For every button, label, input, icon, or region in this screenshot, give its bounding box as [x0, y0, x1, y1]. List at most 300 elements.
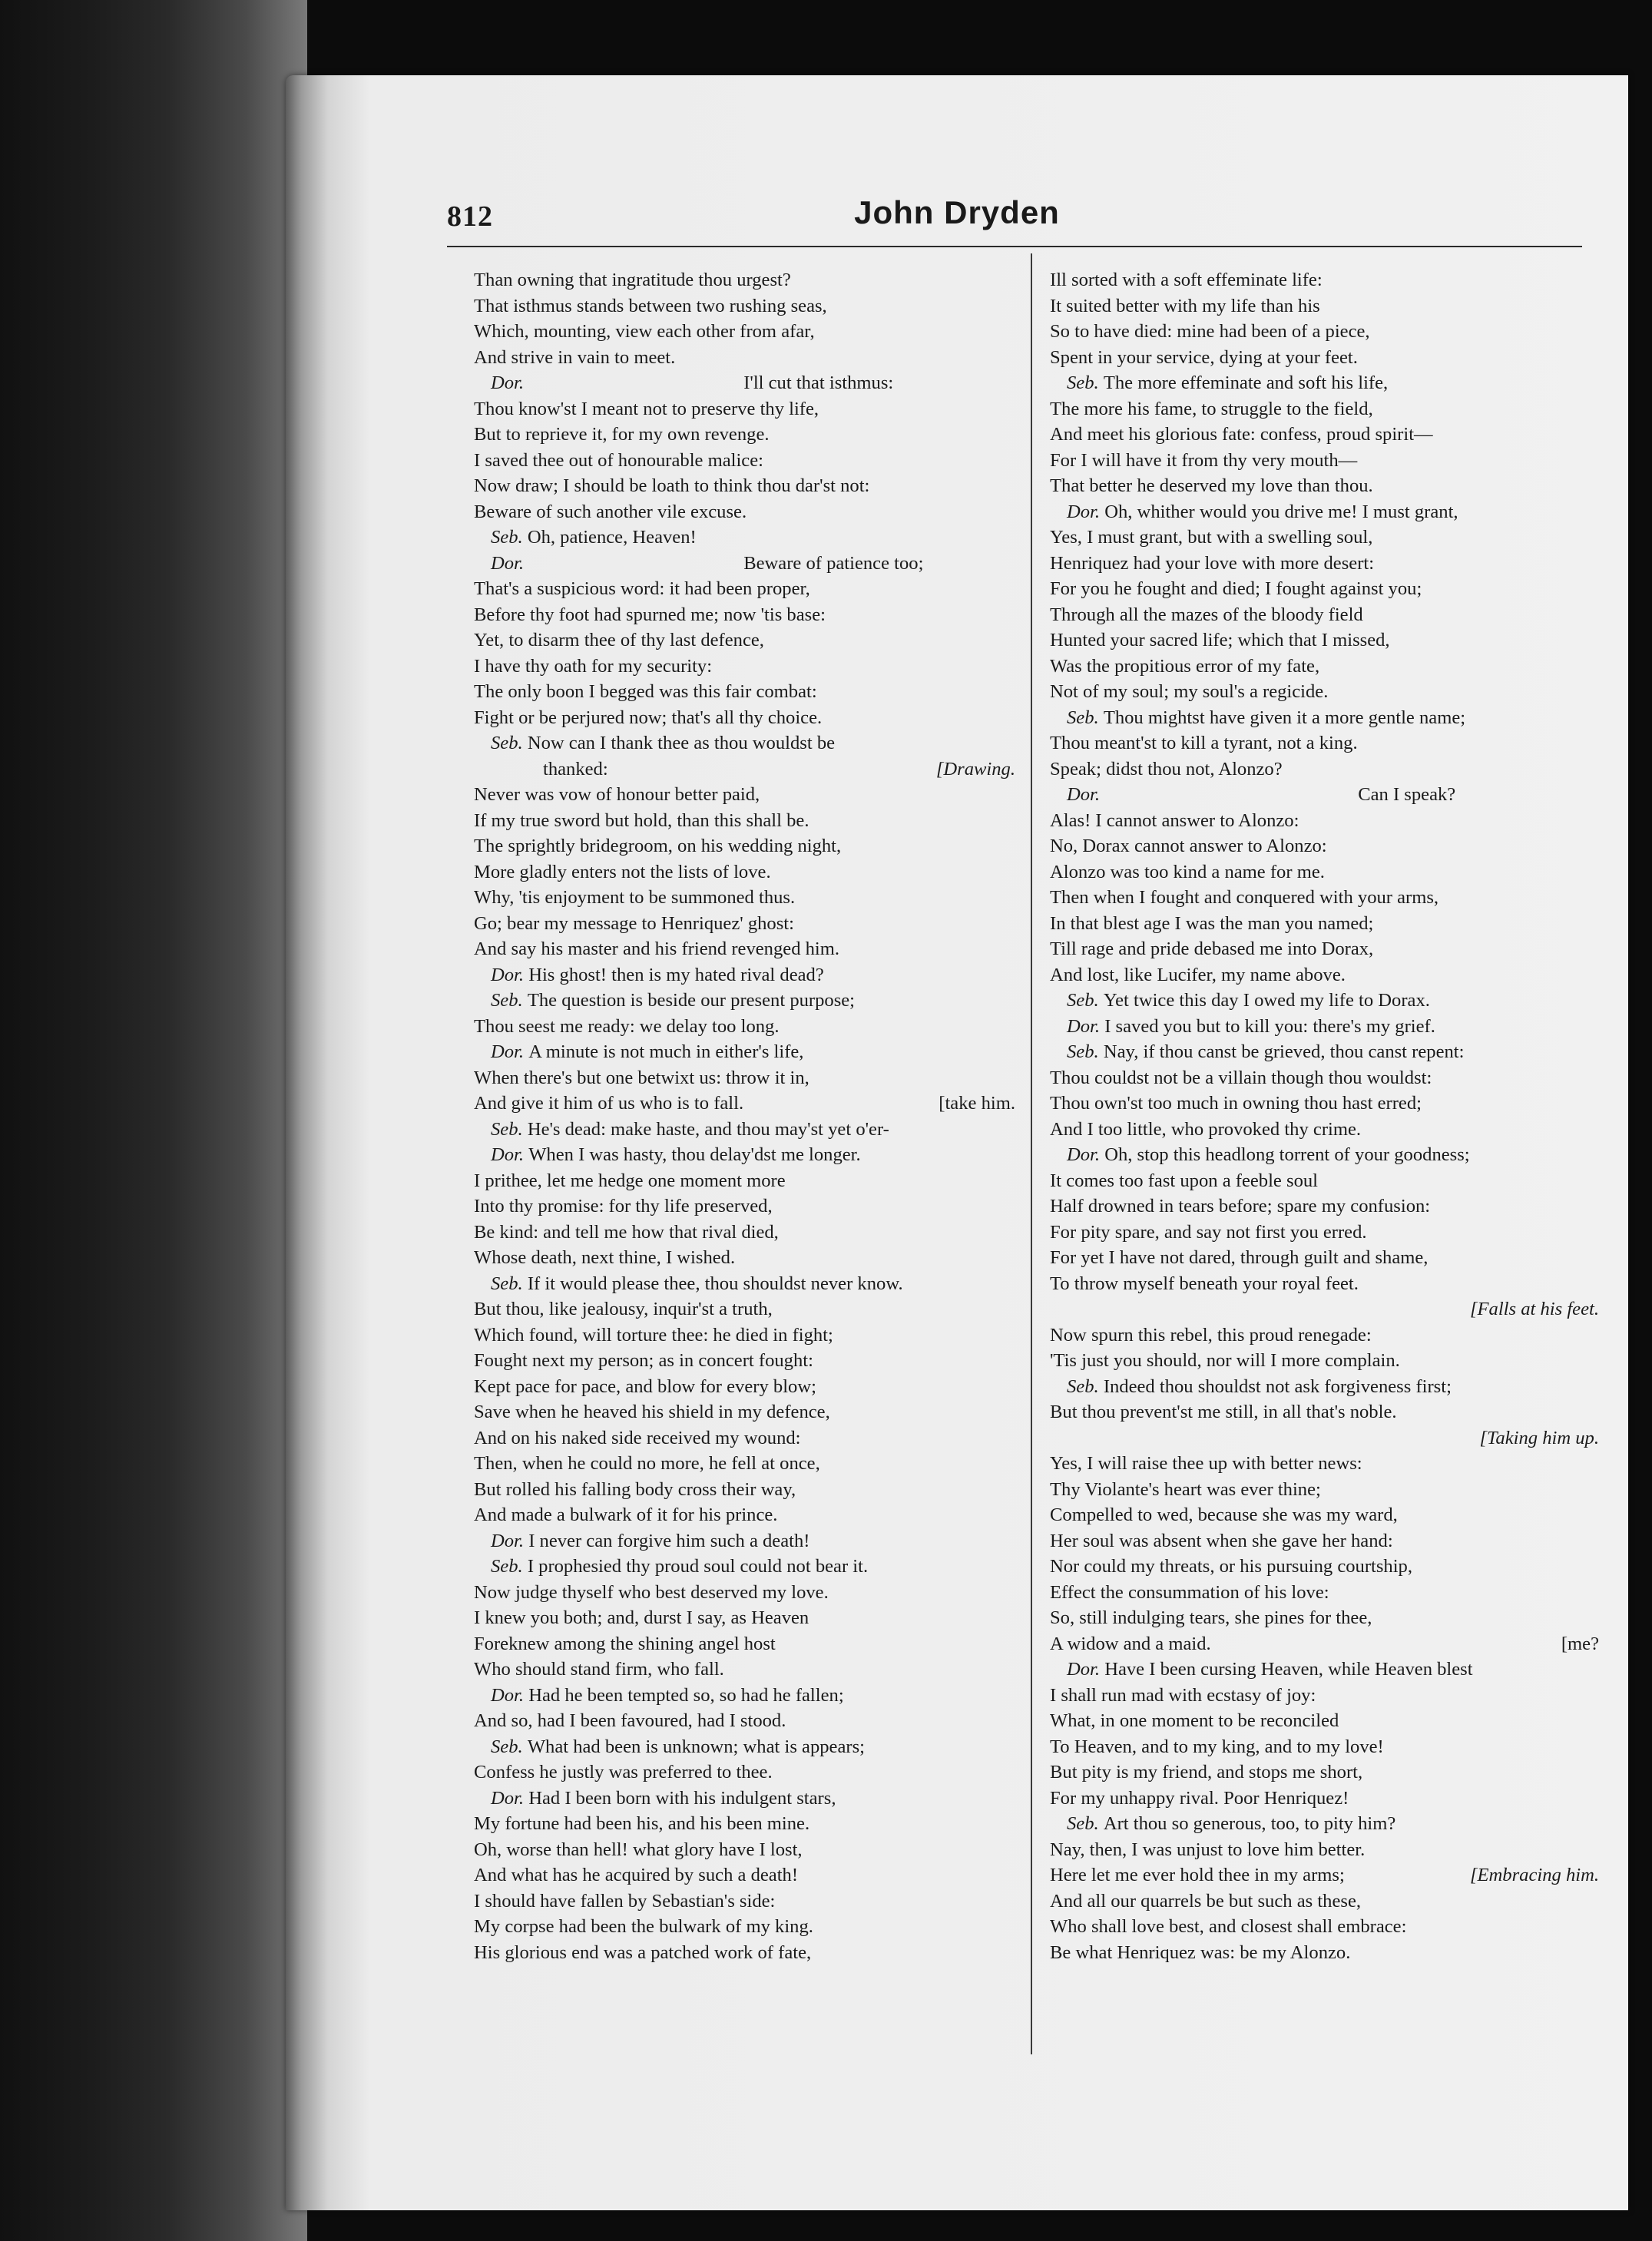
book-spine-shadow [0, 0, 307, 2241]
verse-line [1050, 396, 1599, 422]
verse-line [1050, 756, 1599, 783]
verse-line [1050, 1091, 1599, 1117]
verse-line [1050, 1528, 1599, 1554]
verse-line [474, 319, 1015, 345]
speaker-name: Seb. [491, 733, 528, 753]
verse-line [474, 1271, 1015, 1297]
speaker-name: Seb. [1067, 1041, 1104, 1062]
verse-text: And all our quarrels be but such as these, [1050, 1890, 1362, 1912]
verse-line [1050, 1271, 1599, 1297]
verse-line [474, 1759, 1015, 1786]
verse-text: Till rage and pride debased me into Dorax, [1050, 938, 1374, 959]
verse-text: What, in one moment to be reconciled [1050, 1710, 1339, 1731]
verse-text: I never can forgive him such a death! [528, 1530, 810, 1551]
verse-line [1050, 448, 1599, 474]
verse-text: But thou, like jealousy, inquir'st a truth, [474, 1299, 773, 1319]
verse-text: Thou mightst have given it a more gentle name; [1103, 707, 1466, 728]
stage-direction: [Embracing him. [1469, 1865, 1599, 1885]
verse-line [1050, 473, 1599, 499]
verse-text: Then, when he could no more, he fell at once, [474, 1453, 820, 1474]
verse-line [474, 679, 1015, 705]
stage-direction: [Taking him up. [1479, 1427, 1599, 1448]
verse-line [474, 1296, 1015, 1322]
verse-text: thanked: [543, 758, 608, 780]
verse-text: Than owning that ingratitude thou urgest? [474, 270, 791, 290]
verse-line [474, 525, 1015, 551]
verse-text: And lost, like Lucifer, my name above. [1050, 964, 1346, 985]
verse-line [1050, 1502, 1599, 1528]
verse-line [1050, 1142, 1599, 1168]
verse-text: But to reprieve it, for my own revenge. [474, 424, 770, 445]
verse-line [1050, 705, 1599, 731]
verse-text: Indeed thou shouldst not ask forgiveness first; [1103, 1375, 1452, 1397]
verse-text: Thy Violante's heart was ever thine; [1050, 1478, 1321, 1500]
verse-text: Have I been cursing Heaven, while Heaven blest [1104, 1659, 1473, 1680]
verse-line [474, 602, 1015, 628]
verse-text: Into thy promise: for thy life preserved, [474, 1196, 773, 1216]
speaker-name: Dor. [491, 964, 529, 985]
running-title: John Dryden [854, 194, 1060, 230]
verse-text: But thou prevent'st me still, in all that's noble. [1050, 1402, 1397, 1422]
verse-text: If it would please thee, thou shouldst never know. [527, 1273, 903, 1294]
book-page [286, 75, 1628, 2210]
verse-text: When there's but one betwixt us: throw it in, [474, 1067, 809, 1088]
verse-line [474, 1322, 1015, 1349]
verse-text: Nay, if thou canst be grieved, thou canst repent: [1103, 1041, 1465, 1062]
verse-line [1050, 319, 1599, 345]
verse-line [1050, 1554, 1599, 1580]
verse-text: The more his fame, to struggle to the field, [1050, 398, 1373, 419]
verse-line [474, 1580, 1015, 1606]
verse-line [474, 345, 1015, 371]
verse-line [1050, 1786, 1599, 1812]
verse-text: Whose death, next thine, I wished. [474, 1247, 736, 1268]
verse-line [474, 1091, 1015, 1117]
verse-line [474, 1683, 1015, 1709]
verse-text: Fight or be perjured now; that's all thy choice. [474, 707, 823, 728]
speaker-name: Seb. [1067, 1375, 1104, 1397]
verse-text: I prithee, let me hedge one moment more [474, 1170, 786, 1191]
verse-text: My fortune had been his, and his been mine. [474, 1813, 810, 1834]
speaker-name: Dor. [1067, 1144, 1105, 1165]
verse-line [474, 730, 1015, 756]
speaker-name: Dor. [491, 372, 529, 393]
verse-text: Henriquez had your love with more desert: [1050, 552, 1375, 574]
verse-line [1050, 1014, 1599, 1040]
left-column [474, 267, 1015, 1965]
verse-line [474, 1734, 1015, 1760]
verse-line [474, 1657, 1015, 1683]
column-divider [1031, 253, 1032, 2054]
verse-text: Not of my soul; my soul's a regicide. [1050, 681, 1329, 702]
verse-line [474, 705, 1015, 731]
stage-direction: [me? [1561, 1633, 1599, 1654]
verse-text: Compelled to wed, because she was my ward, [1050, 1504, 1398, 1525]
verse-text: It suited better with my life than his [1050, 295, 1320, 316]
stage-direction: [take him. [939, 1093, 1015, 1114]
verse-line [1050, 1657, 1599, 1683]
verse-text: So, still indulging tears, she pines for thee, [1050, 1607, 1372, 1628]
verse-line [1050, 345, 1599, 371]
verse-line [1050, 1811, 1599, 1837]
verse-line [1050, 1837, 1599, 1863]
verse-text: To Heaven, and to my king, and to my love! [1050, 1736, 1384, 1757]
verse-text: A minute is not much in either's life, [528, 1041, 804, 1062]
verse-text: I'll cut that isthmus: [743, 372, 894, 393]
verse-line [474, 756, 1015, 783]
verse-text: I should have fallen by Sebastian's side: [474, 1890, 776, 1912]
verse-text: So to have died: mine had been of a piece, [1050, 321, 1370, 342]
verse-text: Now draw; I should be loath to think thou dar'st not: [474, 475, 870, 496]
verse-line [474, 1888, 1015, 1915]
verse-text: Yes, I will raise thee up with better news: [1050, 1453, 1362, 1474]
verse-text: Never was vow of honour better paid, [474, 784, 760, 805]
speaker-name: Dor. [1067, 1015, 1105, 1037]
verse-text: And on his naked side received my wound: [474, 1427, 801, 1448]
verse-text: Be what Henriquez was: be my Alonzo. [1050, 1941, 1351, 1963]
verse-text: Yes, I must grant, but with a swelling soul, [1050, 527, 1373, 548]
verse-text: Before thy foot had spurned me; now 'tis base: [474, 604, 826, 625]
verse-line [1050, 576, 1599, 602]
verse-line [1050, 525, 1599, 551]
verse-text: And what has he acquired by such a death! [474, 1865, 799, 1885]
verse-text: Nay, then, I was unjust to love him better. [1050, 1839, 1366, 1860]
verse-line [474, 1220, 1015, 1246]
verse-text: Oh, stop this headlong torrent of your goodness; [1104, 1144, 1470, 1165]
verse-line [474, 885, 1015, 911]
verse-text: I shall run mad with ecstasy of joy: [1050, 1684, 1316, 1706]
speaker-name: Dor. [491, 1684, 529, 1706]
verse-text: Which, mounting, view each other from afar, [474, 321, 815, 342]
verse-line [474, 1528, 1015, 1554]
verse-line [474, 422, 1015, 448]
verse-line [474, 448, 1015, 474]
verse-line [1050, 1168, 1599, 1194]
verse-line [1050, 1477, 1599, 1503]
verse-text: A widow and a maid. [1050, 1633, 1211, 1654]
verse-text: No, Dorax cannot answer to Alonzo: [1050, 836, 1327, 856]
verse-line [474, 551, 1015, 577]
verse-text: Why, 'tis enjoyment to be summoned thus. [474, 887, 796, 908]
verse-line [474, 654, 1015, 680]
verse-line [474, 1065, 1015, 1091]
verse-line [1050, 1399, 1599, 1425]
verse-text: Speak; didst thou not, Alonzo? [1050, 758, 1283, 780]
verse-text: I saved thee out of honourable malice: [474, 449, 763, 471]
verse-text: The sprightly bridegroom, on his wedding night, [474, 836, 842, 856]
verse-text: For yet I have not dared, through guilt and shame, [1050, 1247, 1429, 1268]
verse-text: Then when I fought and conquered with your arms, [1050, 887, 1439, 908]
verse-text: Kept pace for pace, and blow for every blow; [474, 1375, 816, 1397]
verse-line [474, 1425, 1015, 1452]
verse-line [1050, 1065, 1599, 1091]
verse-line [474, 473, 1015, 499]
verse-text: Which found, will torture thee: he died in fight; [474, 1324, 833, 1346]
verse-line [474, 267, 1015, 293]
verse-line [474, 1862, 1015, 1888]
speaker-name: Seb. [1067, 1813, 1104, 1834]
verse-text: But pity is my friend, and stops me short, [1050, 1762, 1363, 1783]
verse-text: And so, had I been favoured, had I stood. [474, 1710, 786, 1731]
verse-text: And made a bulwark of it for his prince. [474, 1504, 778, 1525]
verse-line [1050, 602, 1599, 628]
verse-text: I saved you but to kill you: there's my grief. [1104, 1015, 1435, 1037]
verse-line [1050, 1888, 1599, 1915]
verse-line [1050, 499, 1599, 525]
speaker-name: Seb. [491, 1118, 528, 1140]
verse-line [1050, 370, 1599, 396]
verse-line [1050, 808, 1599, 834]
verse-line [474, 1142, 1015, 1168]
verse-text: Oh, whither would you drive me! I must grant, [1104, 501, 1458, 522]
verse-text: And strive in vain to meet. [474, 346, 676, 368]
verse-text: Her soul was absent when she gave her hand: [1050, 1530, 1393, 1551]
verse-line [1050, 679, 1599, 705]
verse-line [1050, 730, 1599, 756]
verse-text: Save when he heaved his shield in my defence, [474, 1402, 830, 1422]
verse-line [474, 1605, 1015, 1631]
speaker-name: Seb. [1067, 707, 1104, 728]
verse-text: Beware of patience too; [743, 552, 924, 574]
verse-text: If my true sword but hold, than this shall be. [474, 809, 809, 831]
verse-line [474, 1193, 1015, 1220]
verse-text: His glorious end was a patched work of fate, [474, 1941, 812, 1963]
verse-line [1050, 1708, 1599, 1734]
verse-line [1050, 911, 1599, 937]
verse-text: Now can I thank thee as thou wouldst be [527, 733, 836, 753]
verse-text: Thou know'st I meant not to preserve thy life, [474, 398, 819, 419]
speaker-name: Dor. [491, 552, 529, 574]
verse-text: He's dead: make haste, and thou may'st yet o'er- [527, 1118, 889, 1140]
verse-text: Nor could my threats, or his pursuing courtship, [1050, 1556, 1413, 1577]
verse-line [474, 1374, 1015, 1400]
verse-text: I knew you both; and, durst I say, as Heaven [474, 1607, 809, 1628]
verse-text: That's a suspicious word: it had been proper, [474, 578, 810, 599]
verse-line [1050, 1374, 1599, 1400]
verse-line [474, 1914, 1015, 1940]
verse-text: More gladly enters not the lists of love. [474, 861, 771, 882]
verse-text: Alonzo was too kind a name for me. [1050, 861, 1325, 882]
verse-line [474, 1039, 1015, 1065]
verse-line [474, 1786, 1015, 1812]
verse-text: Yet twice this day I owed my life to Dorax. [1103, 990, 1430, 1011]
verse-line [474, 859, 1015, 885]
verse-line [474, 833, 1015, 859]
verse-text: What had been is unknown; what is appears; [527, 1736, 865, 1757]
verse-line [1050, 1117, 1599, 1143]
verse-line [1050, 1605, 1599, 1631]
verse-line [1050, 885, 1599, 911]
verse-line [474, 1477, 1015, 1503]
verse-line [1050, 1348, 1599, 1374]
verse-line [474, 499, 1015, 525]
verse-line [1050, 551, 1599, 577]
verse-text: That isthmus stands between two rushing seas, [474, 295, 827, 316]
verse-line [1050, 1220, 1599, 1246]
verse-line [1050, 782, 1599, 808]
verse-text: My corpse had been the bulwark of my king. [474, 1916, 813, 1937]
verse-line [474, 1502, 1015, 1528]
verse-line [1050, 859, 1599, 885]
verse-line [1050, 936, 1599, 962]
speaker-name: Seb. [491, 1556, 528, 1577]
verse-line [1050, 833, 1599, 859]
verse-text: And say his master and his friend revenged him. [474, 938, 840, 959]
verse-line [1050, 1734, 1599, 1760]
verse-text: Here let me ever hold thee in my arms; [1050, 1865, 1345, 1885]
verse-text: Oh, patience, Heaven! [527, 527, 697, 548]
verse-line [474, 1117, 1015, 1143]
verse-line [474, 293, 1015, 319]
verse-line [1050, 1940, 1599, 1966]
verse-line [1050, 1451, 1599, 1477]
verse-text: Beware of such another vile excuse. [474, 501, 747, 522]
verse-text: Alas! I cannot answer to Alonzo: [1050, 809, 1299, 831]
verse-text: His ghost! then is my hated rival dead? [528, 964, 824, 985]
verse-line [1050, 1245, 1599, 1271]
verse-line [474, 962, 1015, 988]
verse-line [1050, 1914, 1599, 1940]
verse-text: Thou own'st too much in owning thou hast erred; [1050, 1093, 1422, 1114]
verse-text: To throw myself beneath your royal feet. [1050, 1273, 1359, 1294]
verse-text: Oh, worse than hell! what glory have I lost, [474, 1839, 803, 1860]
verse-text: Yet, to disarm thee of thy last defence, [474, 630, 764, 650]
verse-text: I prophesied thy proud soul could not bear it. [527, 1556, 869, 1577]
verse-text: Go; bear my message to Henriquez' ghost: [474, 912, 794, 934]
verse-line [474, 370, 1015, 396]
verse-line [474, 1348, 1015, 1374]
verse-line [474, 911, 1015, 937]
verse-line [1050, 1425, 1599, 1452]
verse-line [474, 1014, 1015, 1040]
verse-line [474, 1399, 1015, 1425]
verse-text: Who shall love best, and closest shall embrace: [1050, 1916, 1407, 1937]
verse-line [474, 936, 1015, 962]
verse-text: Now spurn this rebel, this proud renegade: [1050, 1324, 1372, 1346]
verse-text: When I was hasty, thou delay'dst me longer. [528, 1144, 861, 1165]
verse-text: Art thou so generous, too, to pity him? [1103, 1813, 1396, 1834]
verse-text: The more effeminate and soft his life, [1103, 372, 1389, 393]
verse-line [474, 1940, 1015, 1966]
verse-line [474, 627, 1015, 654]
speaker-name: Seb. [1067, 990, 1104, 1011]
verse-line [1050, 988, 1599, 1014]
verse-line [474, 1168, 1015, 1194]
page-number: 812 [447, 200, 493, 233]
verse-text: Was the propitious error of my fate, [1050, 655, 1320, 677]
stage-direction: [Drawing. [935, 758, 1015, 780]
verse-text: It comes too fast upon a feeble soul [1050, 1170, 1318, 1191]
verse-text: For pity spare, and say not first you erred. [1050, 1221, 1367, 1243]
verse-text: Thou meant'st to kill a tyrant, not a king. [1050, 733, 1358, 753]
verse-line [474, 808, 1015, 834]
speaker-name: Seb. [491, 1273, 528, 1294]
verse-text: Had I been born with his indulgent stars, [528, 1787, 836, 1809]
speaker-name: Seb. [491, 527, 528, 548]
speaker-name: Seb. [491, 1736, 528, 1757]
verse-text: 'Tis just you should, nor will I more complain. [1050, 1350, 1400, 1371]
verse-text: That better he deserved my love than thou. [1050, 475, 1373, 496]
verse-text: Spent in your service, dying at your feet. [1050, 346, 1358, 368]
verse-text: But rolled his falling body cross their way, [474, 1478, 796, 1500]
speaker-name: Dor. [1067, 1659, 1105, 1680]
verse-line [1050, 422, 1599, 448]
verse-line [474, 1837, 1015, 1863]
speaker-name: Dor. [491, 1041, 529, 1062]
verse-text: Thou seest me ready: we delay too long. [474, 1015, 780, 1037]
verse-line [1050, 1322, 1599, 1349]
verse-text: Half drowned in tears before; spare my confusion: [1050, 1196, 1431, 1216]
stage-direction: [Falls at his feet. [1469, 1299, 1599, 1319]
verse-line [1050, 1193, 1599, 1220]
verse-line [474, 782, 1015, 808]
verse-line [474, 576, 1015, 602]
speaker-name: Dor. [491, 1787, 529, 1809]
verse-text: And meet his glorious fate: confess, proud spirit— [1050, 424, 1433, 445]
verse-line [1050, 1862, 1599, 1888]
verse-line [474, 1451, 1015, 1477]
verse-line [474, 1811, 1015, 1837]
verse-text: Foreknew among the shining angel host [474, 1633, 776, 1654]
verse-text: The question is beside our present purpose; [527, 990, 856, 1011]
verse-text: Hunted your sacred life; which that I missed, [1050, 630, 1390, 650]
verse-text: Be kind: and tell me how that rival died, [474, 1221, 779, 1243]
verse-line [1050, 1039, 1599, 1065]
verse-text: And give it him of us who is to fall. [474, 1093, 744, 1114]
verse-line [474, 1554, 1015, 1580]
verse-line [474, 1708, 1015, 1734]
verse-line [1050, 962, 1599, 988]
header-rule [447, 246, 1582, 247]
verse-line [1050, 627, 1599, 654]
verse-line [1050, 654, 1599, 680]
verse-text: And I too little, who provoked thy crime. [1050, 1118, 1362, 1140]
speaker-name: Seb. [1067, 372, 1104, 393]
verse-line [474, 1245, 1015, 1271]
verse-text: For my unhappy rival. Poor Henriquez! [1050, 1787, 1349, 1809]
verse-text: Who should stand firm, who fall. [474, 1659, 724, 1680]
verse-text: In that blest age I was the man you named; [1050, 912, 1374, 934]
verse-text: Confess he justly was preferred to thee. [474, 1762, 773, 1783]
verse-line [474, 988, 1015, 1014]
speaker-name: Seb. [491, 990, 528, 1011]
speaker-name: Dor. [1067, 784, 1105, 805]
verse-text: Had he been tempted so, so had he fallen; [528, 1684, 844, 1706]
verse-line [1050, 1580, 1599, 1606]
speaker-name: Dor. [491, 1144, 529, 1165]
verse-line [474, 396, 1015, 422]
verse-text: Thou couldst not be a villain though thou wouldst: [1050, 1067, 1432, 1088]
verse-line [1050, 267, 1599, 293]
verse-line [1050, 1759, 1599, 1786]
verse-text: Through all the mazes of the bloody field [1050, 604, 1363, 625]
page-header [286, 75, 1628, 256]
verse-text: Ill sorted with a soft effeminate life: [1050, 270, 1323, 290]
verse-line [1050, 1683, 1599, 1709]
verse-line [1050, 293, 1599, 319]
verse-text: Effect the consummation of his love: [1050, 1581, 1329, 1603]
verse-text: The only boon I begged was this fair combat: [474, 681, 817, 702]
verse-text: Can I speak? [1358, 784, 1456, 805]
verse-text: Fought next my person; as in concert fought: [474, 1350, 813, 1371]
speaker-name: Dor. [1067, 501, 1105, 522]
verse-text: For you he fought and died; I fought against you; [1050, 578, 1422, 599]
verse-text: Now judge thyself who best deserved my love. [474, 1581, 829, 1603]
verse-text: I have thy oath for my security: [474, 655, 713, 677]
verse-line [1050, 1631, 1599, 1657]
verse-line [474, 1631, 1015, 1657]
verse-line [1050, 1296, 1599, 1322]
